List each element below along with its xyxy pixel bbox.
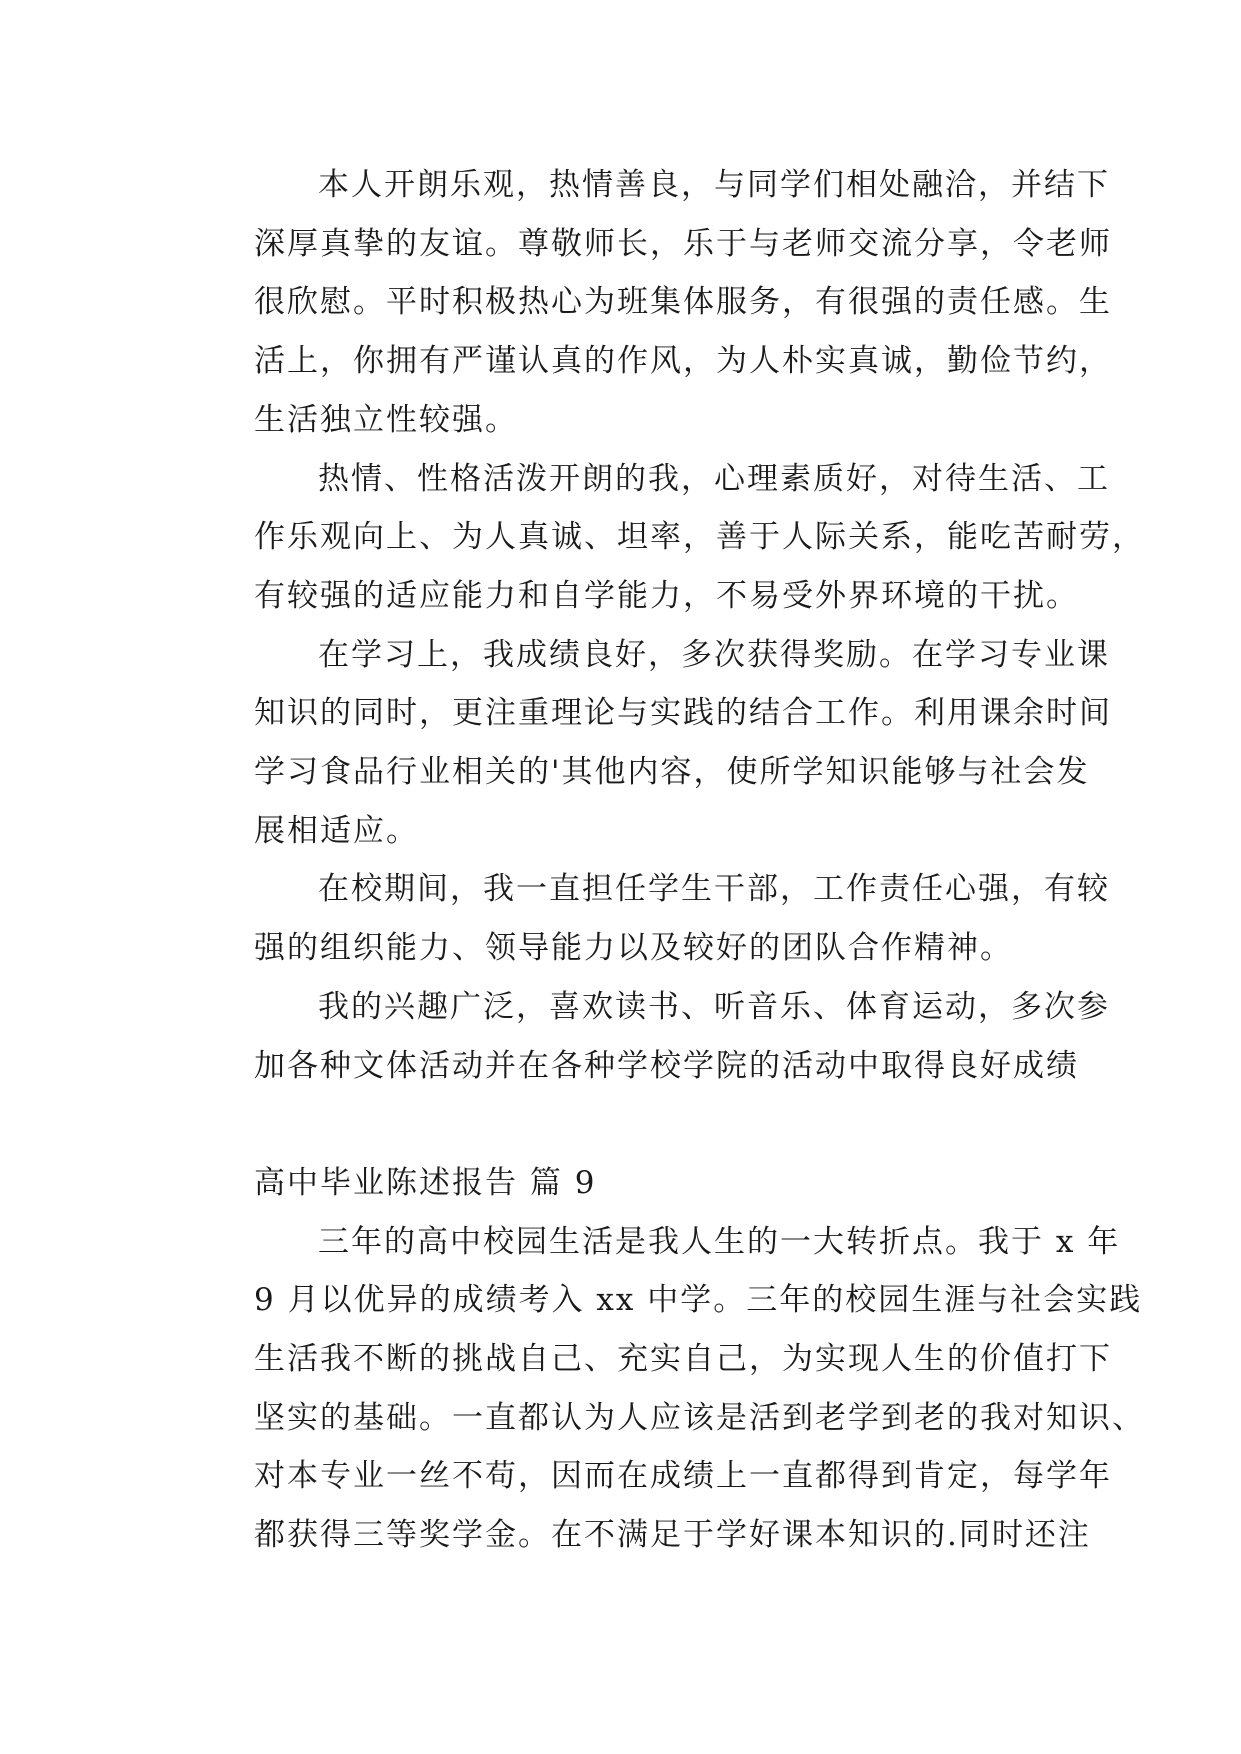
section-title: 高中毕业陈述报告 篇 9	[254, 1164, 597, 1201]
text-line: 加各种文体活动并在各种学校学院的活动中取得良好成绩	[254, 1047, 1079, 1084]
text-line: 知识的同时，更注重理论与实践的结合工作。利用课余时间	[254, 695, 1112, 732]
document-body	[190, 156, 1145, 1565]
section-spacer	[190, 1095, 1060, 1154]
text-line: 本人开朗乐观，热情善良，与同学们相处融洽，并结下	[318, 167, 1110, 203]
text-line: 都获得三等奖学金。在不满足于学好课本知识的.同时还注	[254, 1517, 1091, 1554]
paragraph-character	[190, 450, 1145, 626]
text-line: 在学习上，我成绩良好，多次获得奖励。在学习专业课	[318, 636, 1110, 673]
text-line: 三年的高中校园生活是我人生的一大转折点。我于 x 年	[318, 1223, 1121, 1260]
text-line: 生活我不断的挑战自己、充实自己，为实现人生的价值打下	[254, 1341, 1112, 1378]
paragraph-leadership	[190, 860, 1110, 977]
text-line: 9 月以优异的成绩考入 xx 中学。三年的校园生涯与社会实践	[254, 1282, 1143, 1319]
paragraph-study	[190, 626, 1112, 861]
text-line: 学习食品行业相关的'其他内容，使所学知识能够与社会发	[254, 754, 1090, 791]
text-line: 生活独立性较强。	[254, 401, 518, 438]
text-line: 很欣慰。平时积极热心为班集体服务，有很强的责任感。生	[254, 284, 1112, 321]
text-line: 强的组织能力、领导能力以及较好的团队合作精神。	[254, 930, 1013, 967]
text-line: 作乐观向上、为人真诚、坦率，善于人际关系，能吃苦耐劳，	[254, 519, 1145, 556]
text-line: 在校期间，我一直担任学生干部，工作责任心强，有较	[318, 871, 1110, 908]
text-line: 对本专业一丝不苟，因而在成绩上一直都得到肯定，每学年	[254, 1458, 1112, 1495]
text-line: 我的兴趣广泛，喜欢读书、听音乐、体育运动，多次参	[318, 988, 1110, 1025]
paragraph-high-school	[190, 1213, 1145, 1565]
paragraph-interests	[190, 978, 1110, 1095]
text-line: 坚实的基础。一直都认为人应该是活到老学到老的我对知识、	[254, 1399, 1145, 1436]
text-line: 深厚真挚的友谊。尊敬师长，乐于与老师交流分享，令老师	[254, 225, 1112, 262]
paragraph-personality	[190, 156, 1112, 450]
text-line: 有较强的适应能力和自学能力，不易受外界环境的干扰。	[254, 577, 1079, 614]
text-line: 活上，你拥有严谨认真的作风，为人朴实真诚，勤俭节约，	[254, 343, 1112, 380]
text-line: 热情、性格活泼开朗的我，心理素质好，对待生活、工	[318, 460, 1110, 497]
text-line: 展相适应。	[254, 812, 419, 849]
